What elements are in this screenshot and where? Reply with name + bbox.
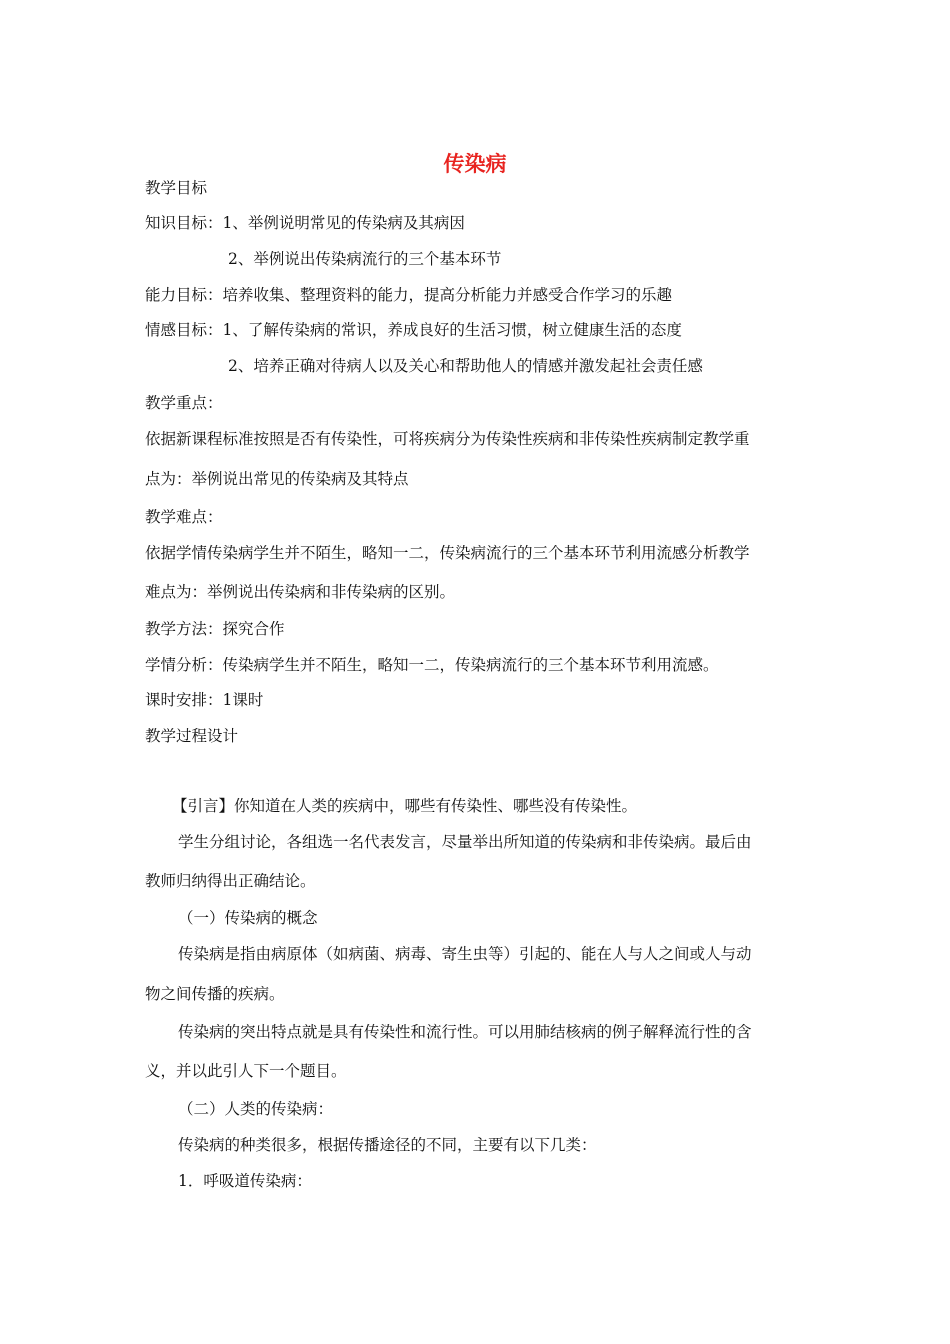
concept-paragraph-1: 传染病是指由病原体（如病菌、病毒、寄生虫等）引起的、能在人与人之间或人与动 [178,945,752,963]
key-points-text-2: 点为：举例说出常见的传染病及其特点 [145,470,409,488]
emotion-goal-1: 情感目标：1、了解传染病的常识，养成良好的生活习惯，树立健康生活的态度 [145,321,682,339]
intro-paragraph: 【引言】你知道在人类的疾病中，哪些有传染性、哪些没有传染性。 [172,797,638,815]
difficulties-text-2: 难点为：举例说出传染病和非传染病的区别。 [145,583,456,601]
knowledge-goal-2: 2、举例说出传染病流行的三个基本环节 [228,250,502,268]
list-item-respiratory: 1．呼吸道传染病： [178,1172,312,1190]
feature-paragraph-1: 传染病的突出特点就是具有传染性和流行性。可以用肺结核病的例子解释流行性的含 [178,1023,752,1041]
difficulties-text-1: 依据学情传染病学生并不陌生，略知一二，传染病流行的三个基本环节利用流感分析教学 [145,544,750,562]
section-heading-teaching-goals: 教学目标 [145,179,208,197]
class-schedule: 课时安排：1课时 [145,691,264,709]
teaching-method: 教学方法：探究合作 [145,620,285,638]
document-title: 传染病 [443,152,507,176]
emotion-goal-2: 2、培养正确对待病人以及关心和帮助他人的情感并激发起社会责任感 [228,357,703,375]
discussion-paragraph-1: 学生分组讨论，各组选一名代表发言，尽量举出所知道的传染病和非传染病。最后由 [178,833,752,851]
learning-analysis: 学情分析：传染病学生并不陌生，略知一二，传染病流行的三个基本环节利用流感。 [145,656,719,674]
knowledge-goal-1: 知识目标：1、举例说明常见的传染病及其病因 [145,214,465,232]
section-heading-key-points: 教学重点： [145,394,223,412]
discussion-paragraph-2: 教师归纳得出正确结论。 [145,872,316,890]
subsection-heading-human-diseases: （二）人类的传染病： [178,1100,334,1118]
feature-paragraph-2: 义，并以此引人下一个题目。 [145,1062,347,1080]
subsection-heading-concept: （一）传染病的概念 [178,909,318,927]
ability-goal: 能力目标：培养收集、整理资料的能力，提高分析能力并感受合作学习的乐趣 [145,286,673,304]
key-points-text-1: 依据新课程标准按照是否有传染性，可将疾病分为传染性疾病和非传染性疾病制定教学重 [145,430,750,448]
classification-paragraph: 传染病的种类很多，根据传播途径的不同，主要有以下几类： [178,1136,597,1154]
concept-paragraph-2: 物之间传播的疾病。 [145,985,285,1003]
section-heading-difficulties: 教学难点： [145,508,223,526]
section-heading-process: 教学过程设计 [145,727,239,745]
